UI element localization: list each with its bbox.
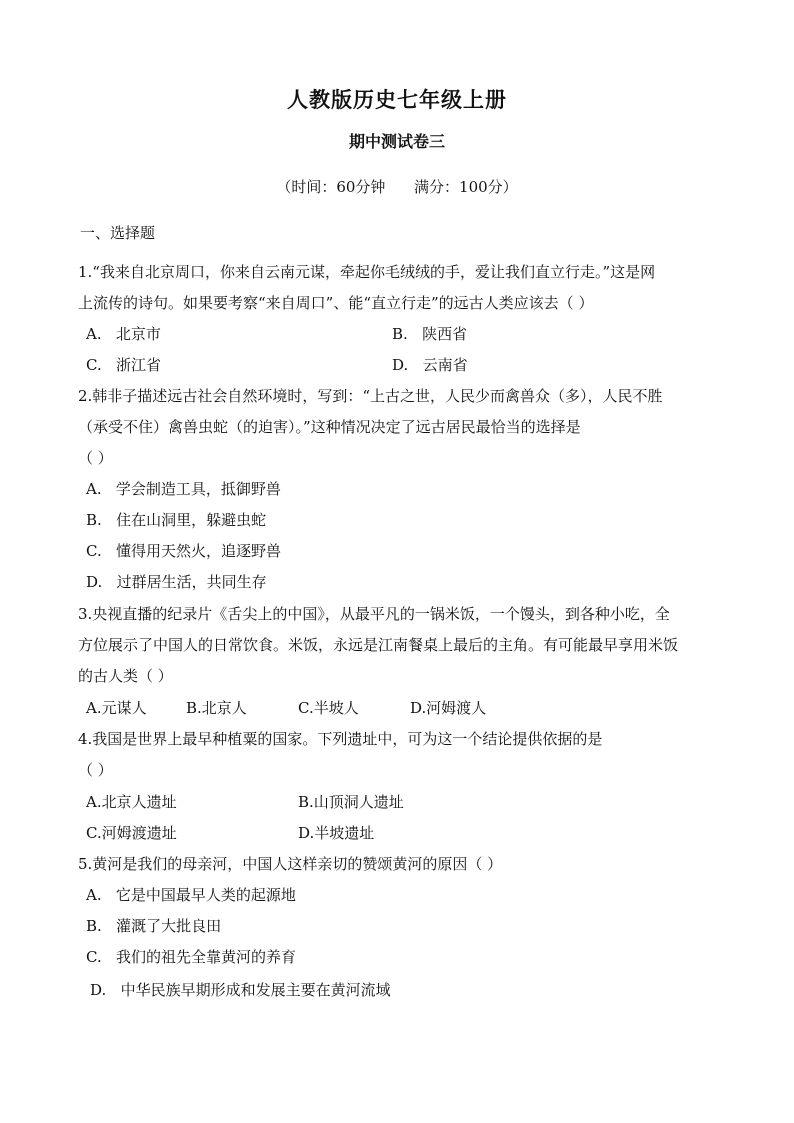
question-5-option-c: C. 我们的祖先全靠黄河的养育	[86, 948, 297, 966]
question-1-option-c: C. 浙江省	[86, 356, 162, 374]
question-3-option-c: C.半坡人	[298, 699, 359, 717]
question-1-line-2: 上流传的诗句。如果要考察“来自周口”、能“直立行走”的远古人类应该去（ ）	[78, 294, 594, 312]
question-2-option-c: C. 懂得用天然火，追逐野兽	[86, 542, 282, 560]
question-4-option-d: D.半坡遗址	[298, 824, 375, 842]
question-4-option-a: A.北京人遗址	[86, 793, 177, 811]
exam-meta: （时间：60分钟 满分：100分）	[276, 178, 518, 196]
question-3-line-3: 的古人类（ ）	[78, 667, 173, 685]
question-2-option-d: D. 过群居生活，共同生存	[86, 573, 267, 591]
question-3-option-d: D.河姆渡人	[410, 699, 487, 717]
question-5-option-a: A. 它是中国最早人类的起源地	[86, 886, 296, 904]
question-3-line-1: 3.央视直播的纪录片《舌尖上的中国》，从最平凡的一锅米饭，一个馒头，到各种小吃，全	[78, 605, 670, 623]
exam-title: 人教版历史七年级上册	[287, 87, 507, 112]
question-1-option-a: A. 北京市	[86, 325, 161, 343]
question-4-option-c: C.河姆渡遗址	[86, 824, 177, 842]
question-2-line-2: （承受不住）禽兽虫蛇（的迫害）。”这种情况决定了远古居民最恰当的选择是	[78, 418, 581, 436]
question-3-option-b: B.北京人	[186, 699, 247, 717]
question-3-option-a: A.元谋人	[86, 699, 147, 717]
question-3-line-2: 方位展示了中国人的日常饮食。米饭，永远是江南餐桌上最后的主角。有可能最早享用米饭	[78, 636, 679, 654]
question-2-line-1: 2.韩非子描述远古社会自然环境时，写到：“上古之世，人民少而禽兽众（多），人民不胜	[78, 387, 663, 405]
question-4-line-1: 4.我国是世界上最早种植粟的国家。下列遗址中，可为这一个结论提供依据的是	[78, 730, 603, 748]
question-4-option-b: B.山顶洞人遗址	[298, 793, 404, 811]
question-5-option-b: B. 灌溉了大批良田	[86, 917, 222, 935]
question-2-line-3: （ ）	[78, 449, 113, 467]
section-heading: 一、选择题	[80, 224, 156, 242]
question-5-line-1: 5.黄河是我们的母亲河，中国人这样亲切的赞颂黄河的原因（ ）	[78, 855, 503, 873]
question-1-option-b: B. 陕西省	[392, 325, 468, 343]
question-4-line-2: （ ）	[78, 761, 113, 779]
question-5-option-d: D. 中华民族早期形成和发展主要在黄河流域	[90, 981, 391, 999]
question-1-option-d: D. 云南省	[392, 356, 468, 374]
question-1-line-1: 1.“我来自北京周口，你来自云南元谋，牵起你毛绒绒的手，爱让我们直立行走。”这是网	[78, 263, 656, 281]
exam-subtitle: 期中测试卷三	[348, 132, 445, 151]
question-2-option-a: A. 学会制造工具，抵御野兽	[86, 480, 281, 498]
question-2-option-b: B. 住在山洞里，躲避虫蛇	[86, 511, 267, 529]
